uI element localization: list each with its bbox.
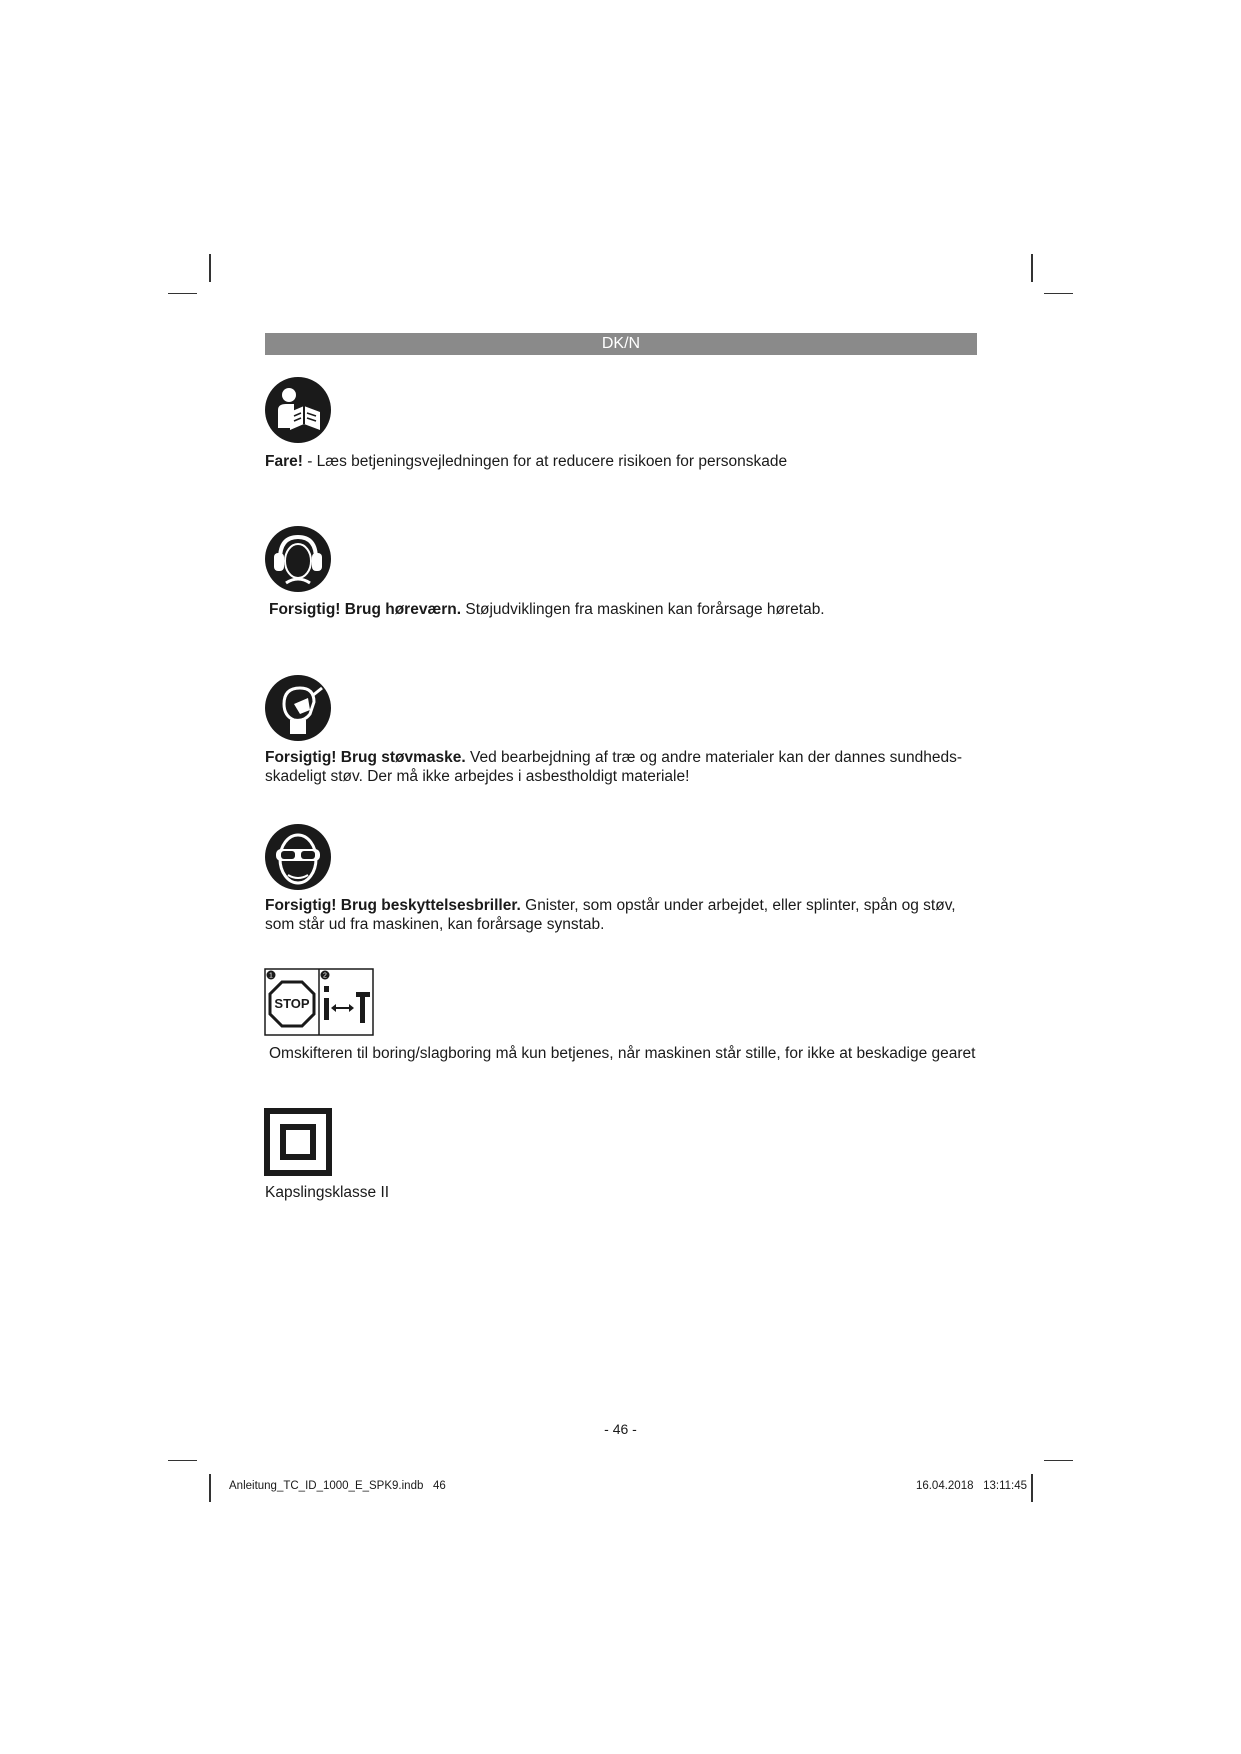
warning-text: Støjudviklingen fra maskinen kan forårsage høretab. (461, 601, 825, 618)
step-2-label: 2 (323, 972, 327, 980)
footer-timestamp: 16.04.2018 13:11:45 (915, 1480, 1027, 1492)
warning-label: Forsigtig! Brug beskyttelsesbriller. (265, 897, 521, 914)
page-number: - 46 - (604, 1421, 637, 1437)
crop-mark (168, 1460, 197, 1461)
stop-sign-label: STOP (274, 996, 310, 1011)
safety-goggles-icon (264, 823, 332, 891)
language-header: DK/N (265, 333, 977, 355)
safety-text-ear-protection (269, 600, 989, 619)
stop-switch-icon (264, 968, 374, 1036)
warning-text: Gnister, som opstår under arbejdet, eller splinter, spån og støv, som står ud fra maskinen, kan forårsage synstab. (265, 897, 956, 933)
crop-mark (1031, 1474, 1033, 1502)
warning-text: Omskifteren til boring/slagboring må kun betjenes, når maskinen står stille, for ikke at beskadige gearet (269, 1045, 976, 1062)
warning-label: Forsigtig! Brug høreværn. (269, 601, 462, 618)
step-1-label: 1 (269, 972, 273, 980)
ear-protection-icon (264, 525, 332, 593)
safety-text-dust-mask (265, 748, 985, 786)
crop-mark (168, 293, 197, 294)
dust-mask-icon (264, 674, 332, 742)
crop-mark (1044, 293, 1073, 294)
warning-label: Fare! (265, 453, 303, 470)
safety-text-switch (269, 1044, 989, 1063)
crop-mark (1031, 254, 1033, 282)
warning-text: - Læs betjeningsvejledningen for at reducere risikoen for personskade (302, 453, 788, 470)
crop-mark (209, 254, 211, 282)
footer-file-name: Anleitung_TC_ID_1000_E_SPK9.indb 46 (229, 1480, 446, 1492)
crop-mark (209, 1474, 211, 1502)
crop-mark (1044, 1460, 1073, 1461)
warning-text: Kapslingsklasse II (265, 1184, 390, 1201)
safety-text-goggles (265, 896, 985, 934)
warning-text: Ved bearbejdning af træ og andre materialer kan der dannes sundheds-skadeligt støv. Der må ikke arbejdes i asbestholdigt materiale! (265, 749, 963, 785)
safety-text-danger (265, 452, 985, 471)
read-manual-icon (264, 376, 332, 444)
protection-class-ii-icon (264, 1108, 332, 1176)
warning-label: Forsigtig! Brug støvmaske. (265, 749, 466, 766)
safety-text-protection-class (265, 1183, 985, 1202)
